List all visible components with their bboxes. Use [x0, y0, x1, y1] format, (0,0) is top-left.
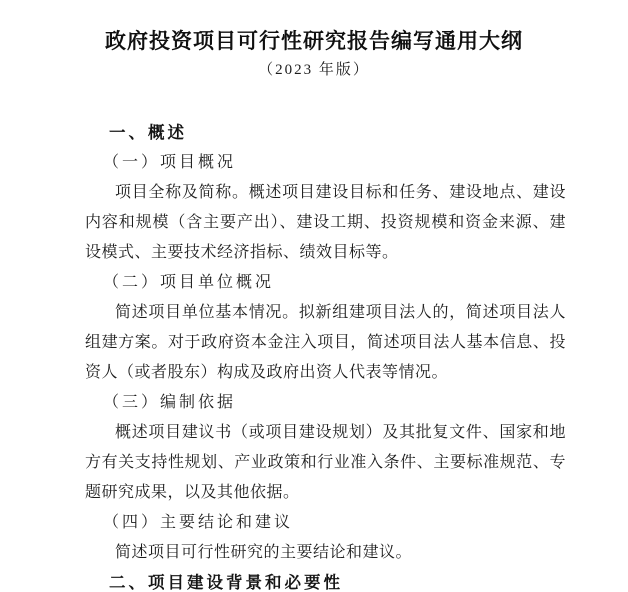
- document-body: [0, 118, 628, 592]
- subsection-heading-1-1: （一）项目概况: [103, 154, 237, 171]
- section-heading-1: 一、概述: [109, 124, 187, 142]
- page-title: 政府投资项目可行性研究报告编写通用大纲: [105, 29, 523, 53]
- subsection-heading-1-4: （四）主要结论和建议: [103, 514, 294, 531]
- page-subtitle: （2023 年版）: [258, 62, 370, 78]
- paragraph-1-3: 概述项目建议书（或项目建设规划）及其批复文件、国家和地方有关支持性规划、产业政策和行业准入条件、主要标准规范、专题研究成果，以及其他依据。: [85, 424, 566, 501]
- document-header: [0, 0, 628, 84]
- subsection-heading-1-2: （二）项目单位概况: [103, 274, 275, 291]
- subsection-heading-1-3: （三）编制依据: [103, 394, 237, 411]
- paragraph-1-1: 项目全称及简称。概述项目建设目标和任务、建设地点、建设内容和规模（含主要产出）、建设工期、投资规模和资金来源、建设模式、主要技术经济指标、绩效目标等。: [85, 184, 566, 261]
- section-heading-2: 二、项目建设背景和必要性: [109, 574, 343, 592]
- paragraph-1-4: 简述项目可行性研究的主要结论和建议。: [115, 544, 413, 561]
- paragraph-1-2: 简述项目单位基本情况。拟新组建项目法人的，简述项目法人组建方案。对于政府资本金注入项目，简述项目法人基本信息、投资人（或者股东）构成及政府出资人代表等情况。: [85, 304, 566, 381]
